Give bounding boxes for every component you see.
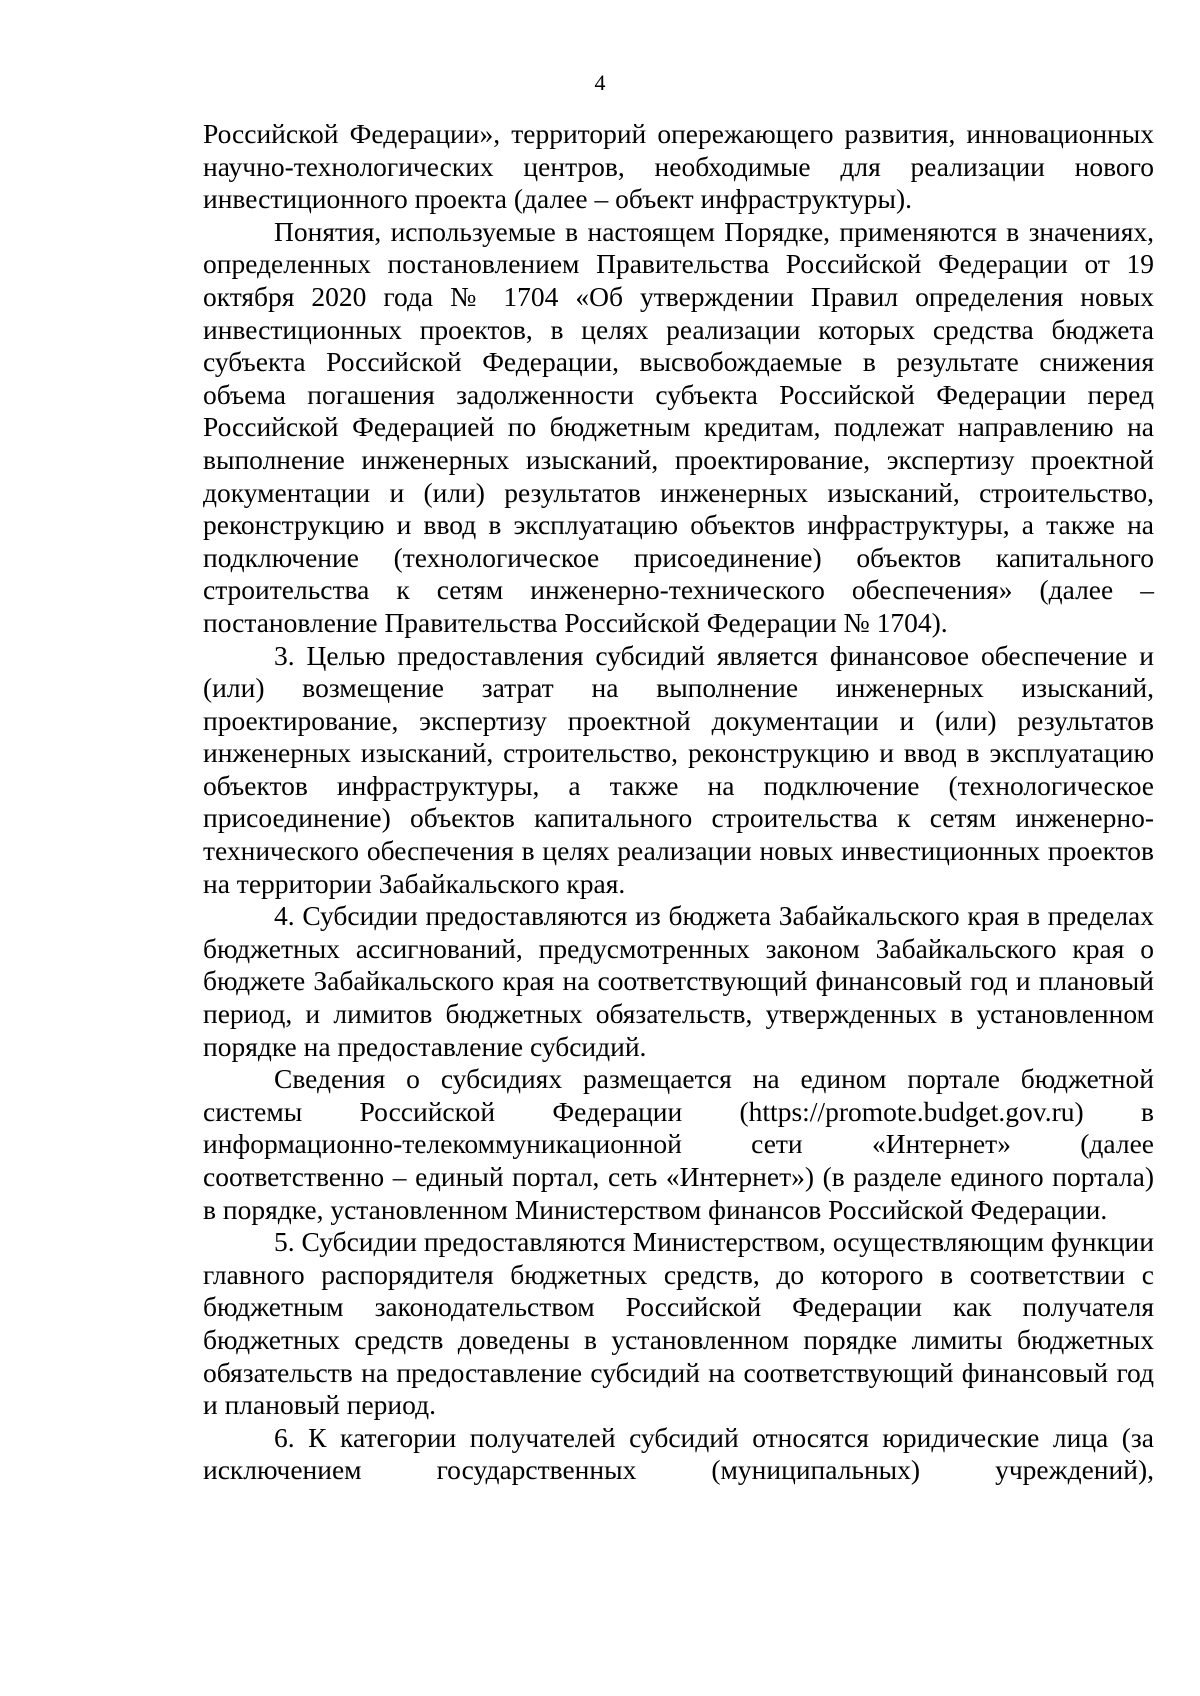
document-body bbox=[203, 118, 1154, 1487]
paragraph-subsidy-info: Сведения о субсидиях размещается на едином портале бюджетной системы Российской Федерации (https://promote.budget.gov.ru) в информационно-телекоммуникационной сети «Интернет» (далее соответственно – единый портал, сеть «Интернет») (в разделе единого портала) в порядке, установленном Министерством финансов Российской Федерации. bbox=[203, 1063, 1154, 1225]
paragraph-definitions: Понятия, используемые в настоящем Порядке, применяются в значениях, определенных постановлением Правительства Российской Федерации от 19 октября 2020 года № 1704 «Об утверждении Правил определения новых инвестиционных проектов, в целях реализации которых средства бюджета субъекта Российской Федерации, высвобождаемые в результате снижения объема погашения задолженности субъекта Российской Федерации перед Российской Федерацией по бюджетным кредитам, подлежат направлению на выполнение инженерных изысканий, проектирование, экспертизу проектной документации и (или) результатов инженерных изысканий, строительство, реконструкцию и ввод в эксплуатацию объектов инфраструктуры, а также на подключение (технологическое присоединение) объектов капитального строительства к сетям инженерно-технического обеспечения» (далее – постановление Правительства Российской Федерации № 1704). bbox=[203, 215, 1154, 638]
page-number: 4 bbox=[594, 70, 606, 95]
paragraph-continuation: Российской Федерации», территорий опережающего развития, инновационных научно-технологических центров, необходимые для реализации нового инвестиционного проекта (далее – объект инфраструктуры). bbox=[203, 118, 1154, 215]
paragraph-item-6: 6. К категории получателей субсидий относятся юридические лица (за исключением государственных (муниципальных) учреждений), bbox=[203, 1421, 1154, 1486]
paragraph-item-3: 3. Целью предоставления субсидий является финансовое обеспечение и (или) возмещение затрат на выполнение инженерных изысканий, проектирование, экспертизу проектной документации и (или) результатов инженерных изысканий, строительство, реконструкцию и ввод в эксплуатацию объектов инфраструктуры, а также на подключение (технологическое присоединение) объектов капитального строительства к сетям инженерно-технического обеспечения в целях реализации новых инвестиционных проектов на территории Забайкальского края. bbox=[203, 639, 1154, 899]
paragraph-item-4: 4. Субсидии предоставляются из бюджета Забайкальского края в пределах бюджетных ассигнований, предусмотренных законом Забайкальского края о бюджете Забайкальского края на соответствующий финансовый год и плановый период, и лимитов бюджетных обязательств, утвержденных в установленном порядке на предоставление субсидий. bbox=[203, 900, 1154, 1062]
paragraph-item-5: 5. Субсидии предоставляются Министерством, осуществляющим функции главного распорядителя бюджетных средств, до которого в соответствии с бюджетным законодательством Российской Федерации как получателя бюджетных средств доведены в установленном порядке лимиты бюджетных обязательств на предоставление субсидий на соответствующий финансовый год и плановый период. bbox=[203, 1226, 1154, 1421]
